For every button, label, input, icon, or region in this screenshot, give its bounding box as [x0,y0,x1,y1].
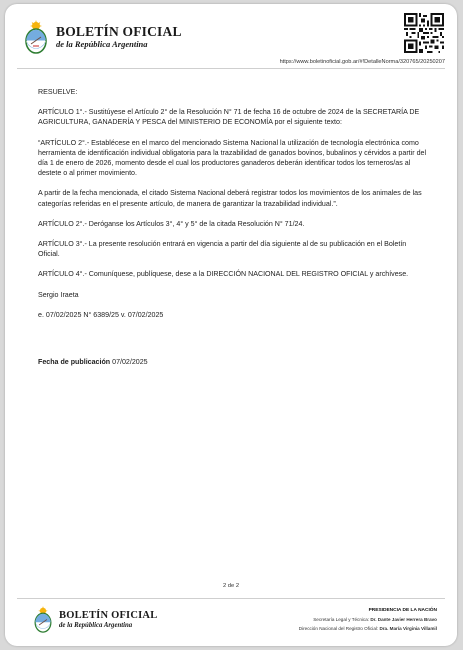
registry-director-role: Dirección Nacional del Registro Oficial: [298,626,379,631]
footer-brand-title: BOLETÍN OFICIAL [59,609,158,621]
registry-director-line [299,624,437,633]
legal-secretary-name: Dr. Dante Javier Herrera Bravo [370,617,437,622]
document-body [38,87,428,330]
article-2: ARTÍCULO 2°.- Deróganse los Artículos 3°, 4° y 5° de la citada Resolución N° 71/24. [38,219,305,228]
quoted-paragraph: A partir de la fecha mencionada, el citado Sistema Nacional deberá registrar todos los movimientos de los animales de las categorías referidas en el presente artículo, de manera de garantizar la trazabilidad individual.”. [38,189,422,208]
footer-credits [299,606,437,633]
article-3: ARTÍCULO 3°.- La presente resolución entrará en vigencia a partir del día siguiente al de su publicación en el Boletín Oficial. [38,240,407,259]
document-page [5,4,457,646]
brand-title: BOLETÍN OFICIAL [56,23,182,39]
edition-reference: e. 07/02/2025 N° 6389/25 v. 07/02/2025 [38,310,164,319]
publication-date: 07/02/2025 [112,358,148,366]
registry-director-name: Dra. María Virginia Villamil [379,626,437,631]
publication-date-line [38,358,148,366]
article-1: ARTÍCULO 1°.- Sustitúyese el Artículo 2° de la Resolución N° 71 de fecha 16 de octubre de 2024 de la SECRETARÍA DE AGRICULTURA, GANADERÍA Y PESCA del MINISTERIO DE ECONOMÍA por el siguiente texto: [38,108,420,127]
brand-subtitle: de la República Argentina [56,38,148,49]
legal-secretary-role: Secretaría Legal y Técnica: [313,617,370,622]
publication-date-label: Fecha de publicación [38,358,111,366]
resolution-heading: RESUELVE: [38,88,78,96]
article-2-quoted: “ARTÍCULO 2°.- Establécese en el marco del mencionado Sistema Nacional la utilización de tecnología electrónica como herramienta de identificación individual obligatoria para la trazabilidad de ganados bovinos, bubalinos y cérvidos a partir del día 1 de enero de 2026, momento desde el cual los productores ganaderos deberán identificar todos los terneros/as al destete o al primer movimiento. [38,138,427,178]
article-4: ARTÍCULO 4°.- Comuníquese, publíquese, dese a la DIRECCIÓN NACIONAL DEL REGISTRO OFICIAL y archívese. [38,270,409,279]
page-number: 2 de 2 [222,583,240,589]
document-url[interactable]: https://www.boletinoficial.gob.ar/#!DetalleNorma/320765/20250207 [279,59,445,65]
footer-logo [32,606,157,633]
argentina-emblem-icon [22,20,50,54]
legal-secretary-line [299,615,437,624]
footer-divider [17,598,445,599]
presidency-label: PRESIDENCIA DE LA NACIÓN [368,608,437,613]
footer-brand-subtitle: de la República Argentina [59,621,133,629]
signatory: Sergio Iraeta [38,290,79,299]
argentina-emblem-icon [32,606,54,633]
qr-code-icon [404,13,444,53]
header-divider [17,68,445,69]
header-logo [22,20,182,54]
